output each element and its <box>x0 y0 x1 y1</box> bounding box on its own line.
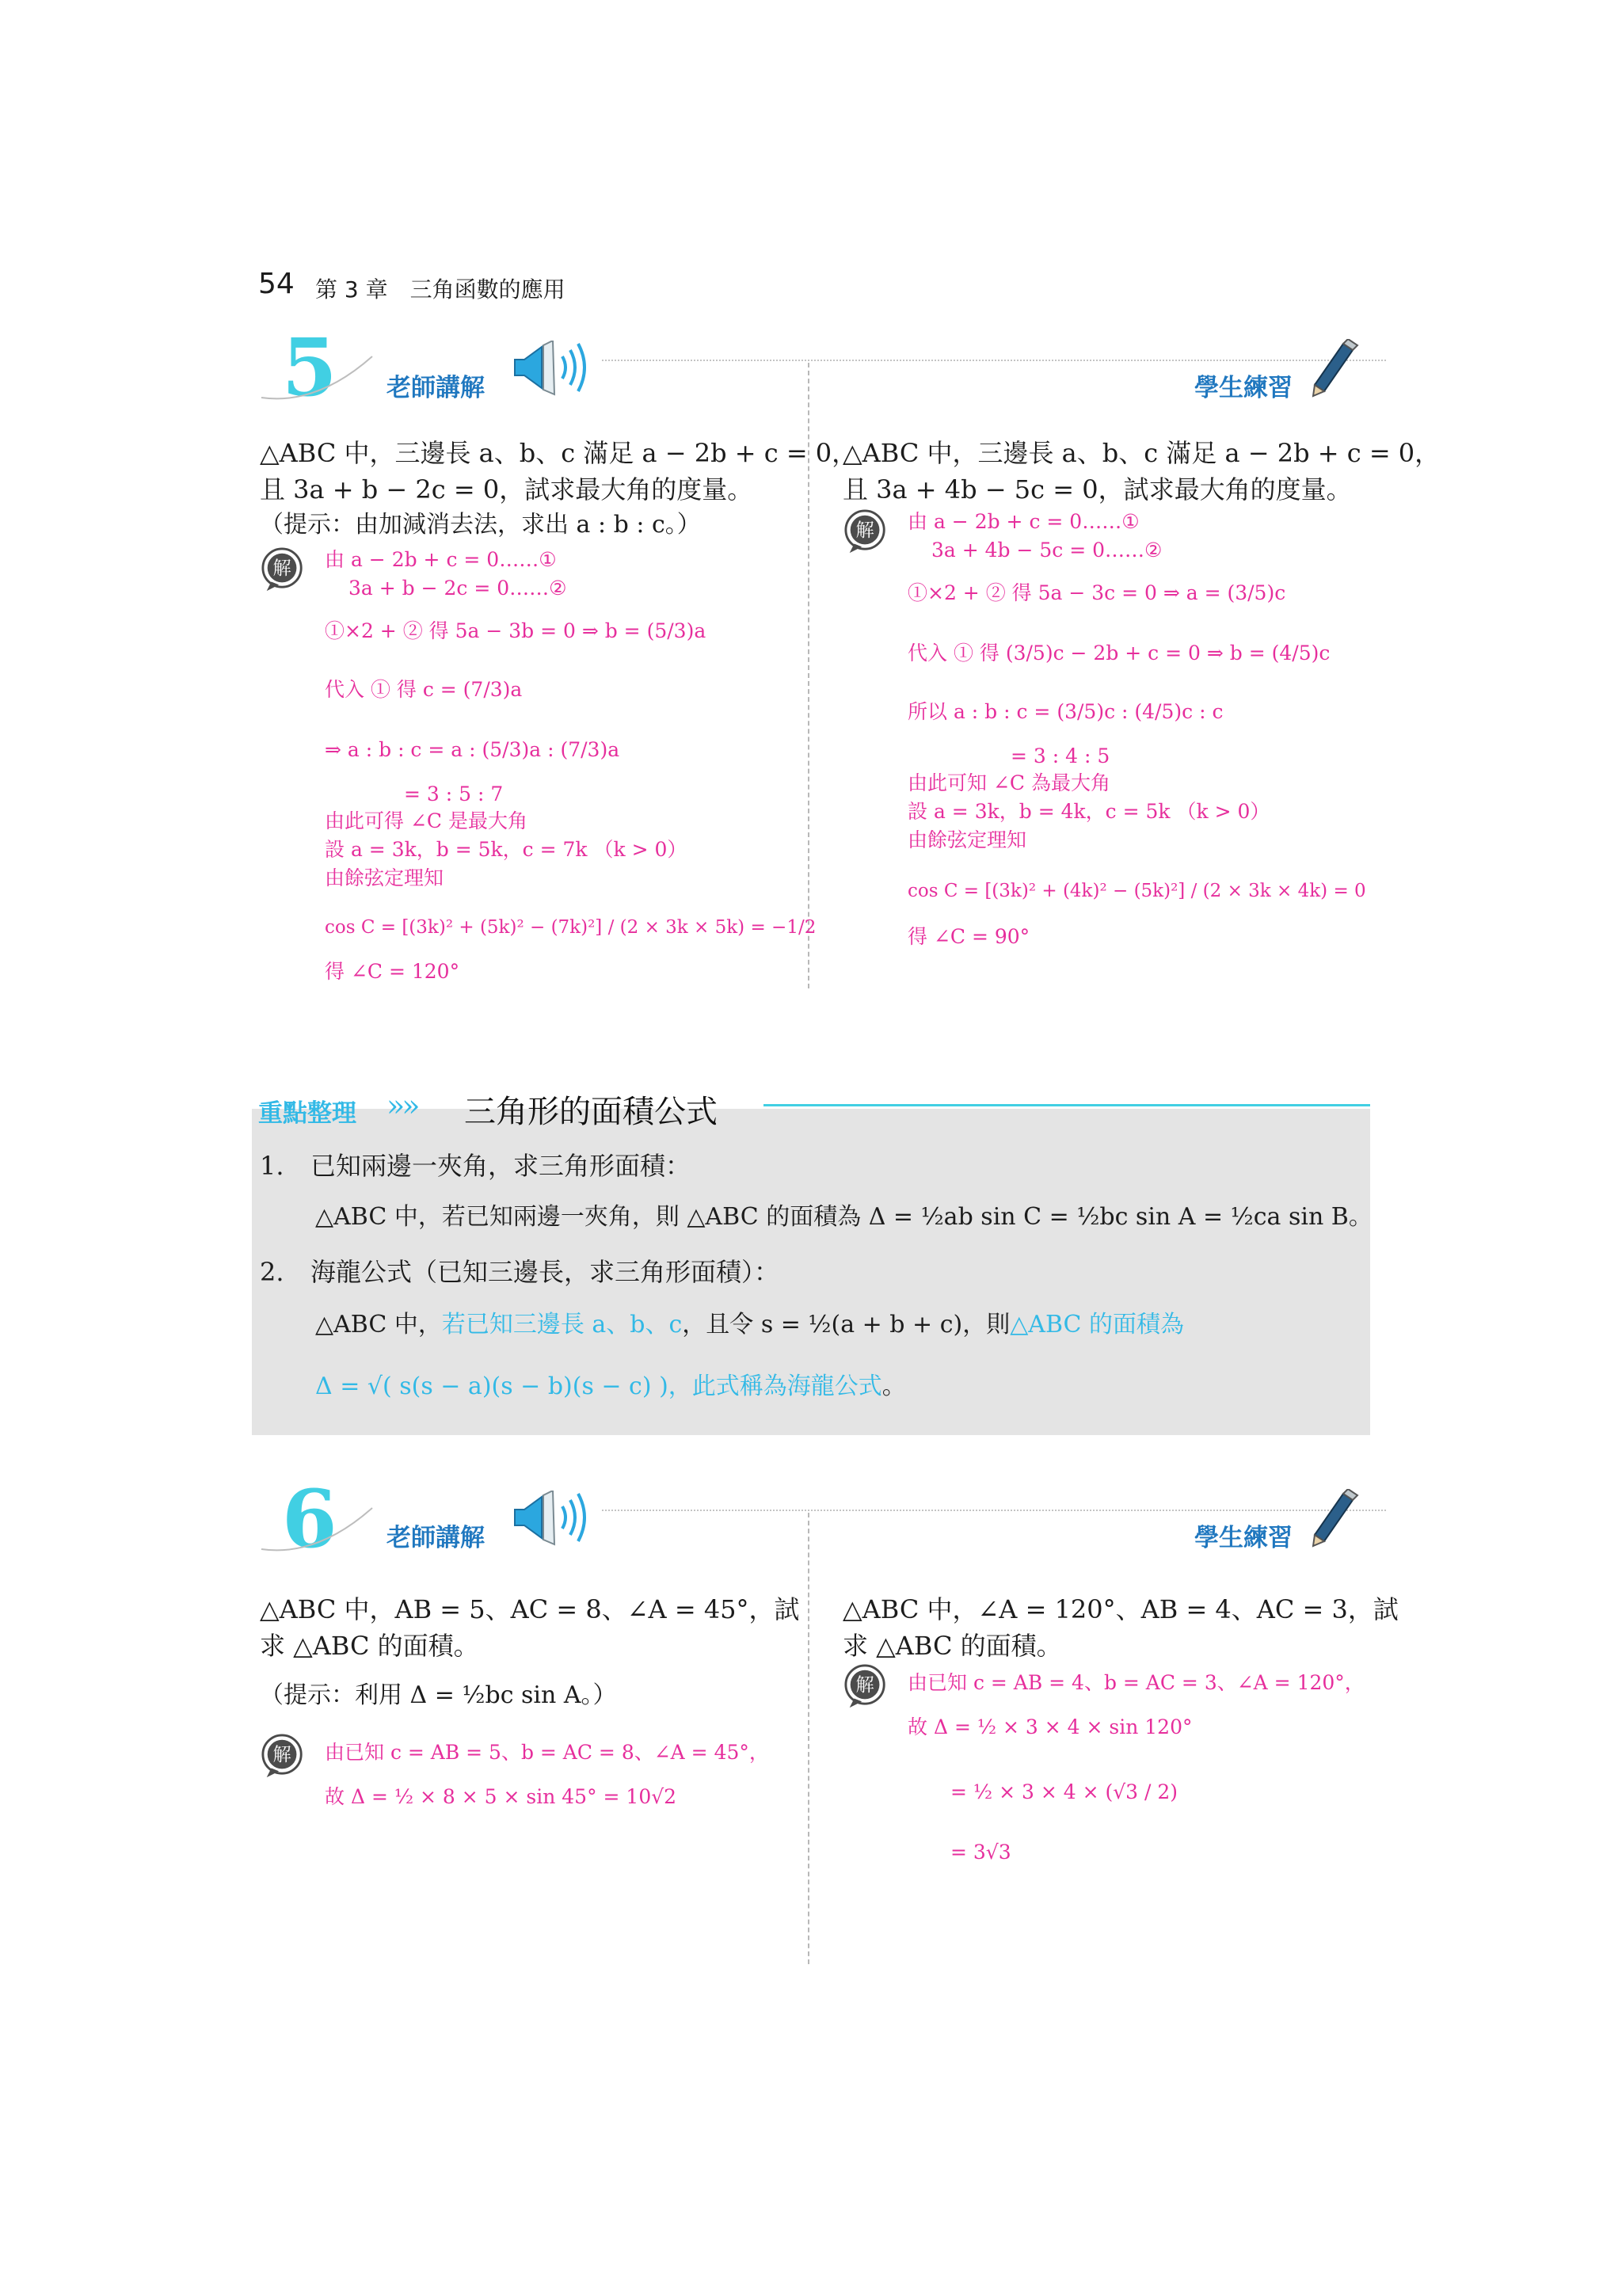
question-line: 且 3a + 4b − 5c = 0，試求最大角的度量。 <box>843 474 1352 505</box>
pencil-icon <box>1308 339 1364 399</box>
solution-line: ⇒ a : b : c = a : (5/3)a : (7/3)a <box>325 738 620 761</box>
item-title: 海龍公式（已知三邊長，求三角形面積）： <box>310 1257 780 1287</box>
area-formula: △ABC 中，若已知兩邊一夾角，則 △ABC 的面積為 Δ = ½ab sin C = ½bc sin A = ½ca sin B。 <box>315 1203 1373 1231</box>
section-divider <box>602 360 1386 361</box>
solution-line: ①×2 + ② 得 5a − 3c = 0 ⇒ a = (3/5)c <box>908 581 1286 604</box>
solution-badge-icon <box>260 1733 307 1779</box>
heron-text: 。 <box>881 1373 906 1400</box>
heron-highlight: △ABC 的面積為 <box>1010 1311 1185 1338</box>
solution-line: cos C = [(3k)² + (4k)² − (5k)²] / (2 × 3k × 4k) = 0 <box>908 881 1366 901</box>
solution-line: 所以 a : b : c = (3/5)c : (4/5)c : c <box>908 700 1224 723</box>
summary-title: 三角形的面積公式 <box>464 1094 718 1130</box>
badge-label: 解 <box>272 557 291 579</box>
summary-rule <box>763 1104 1370 1106</box>
example-number: 5 <box>282 321 337 414</box>
badge-label: 解 <box>855 519 874 541</box>
student-label: 學生練習 <box>1194 1524 1293 1552</box>
solution-line: = 3√3 <box>950 1841 1011 1864</box>
question-line: △ABC 中，∠A = 120°、AB = 4、AC = 3，試 <box>843 1594 1399 1624</box>
item-number: 2. <box>260 1257 284 1287</box>
solution-line: 設 a = 3k，b = 5k，c = 7k （k > 0） <box>325 838 687 861</box>
swoosh-decoration <box>253 1484 380 1563</box>
question-line: 求 △ABC 的面積。 <box>260 1631 479 1661</box>
solution-line: 故 Δ = ½ × 3 × 4 × sin 120° <box>908 1715 1193 1738</box>
teacher-label: 老師講解 <box>386 374 485 402</box>
solution-line: ①×2 + ② 得 5a − 3b = 0 ⇒ b = (5/3)a <box>325 619 706 642</box>
hint: （提示：利用 Δ = ½bc sin A。） <box>260 1681 617 1709</box>
solution-line: 由已知 c = AB = 5、b = AC = 8、∠A = 45°， <box>325 1741 769 1764</box>
summary-tag: 重點整理 <box>258 1099 356 1128</box>
solution-line: 由餘弦定理知 <box>908 828 1027 851</box>
solution-line: 3a + b − 2c = 0……② <box>348 577 567 600</box>
solution-line: cos C = [(3k)² + (5k)² − (7k)²] / (2 × 3k × 5k) = −1/2 <box>325 917 817 938</box>
student-label: 學生練習 <box>1194 374 1293 402</box>
hint: （提示：由加減消去法，求出 a : b : c。） <box>260 511 701 539</box>
solution-line: 由餘弦定理知 <box>325 866 444 889</box>
heron-text: △ABC 中， <box>315 1311 442 1338</box>
solution-badge-icon <box>260 546 307 592</box>
solution-line: 設 a = 3k，b = 4k，c = 5k （k > 0） <box>908 800 1270 823</box>
example-number: 6 <box>282 1472 337 1566</box>
heron-formula: Δ = √( s(s − a)(s − b)(s − c) ) <box>315 1373 668 1400</box>
double-chevron-icon: »» <box>386 1088 417 1123</box>
heron-line <box>315 1375 906 1399</box>
solution-badge-icon <box>843 1663 890 1709</box>
heron-highlight: ，此式稱為海龍公式 <box>668 1373 882 1400</box>
heron-line <box>315 1313 1184 1337</box>
question-line: 且 3a + b − 2c = 0，試求最大角的度量。 <box>260 474 753 505</box>
solution-line: 由此可知 ∠C 為最大角 <box>908 771 1110 794</box>
solution-line: 代入 ① 得 (3/5)c − 2b + c = 0 ⇒ b = (4/5)c <box>908 642 1331 664</box>
question-line: △ABC 中，AB = 5、AC = 8、∠A = 45°，試 <box>260 1594 800 1624</box>
solution-badge-icon <box>843 508 890 554</box>
solution-line: 得 ∠C = 90° <box>908 925 1030 948</box>
question-line: 求 △ABC 的面積。 <box>843 1631 1062 1661</box>
section-divider <box>602 1510 1386 1511</box>
megaphone-icon <box>507 1491 596 1548</box>
solution-line: 代入 ① 得 c = (7/3)a <box>325 678 523 701</box>
megaphone-icon <box>507 341 596 398</box>
solution-line: = 3 : 4 : 5 <box>1011 744 1110 767</box>
pencil-icon <box>1308 1489 1364 1549</box>
heron-highlight: 若已知三邊長 a、b、c <box>441 1311 683 1338</box>
chapter-title: 第 3 章 三角函數的應用 <box>315 276 565 303</box>
question-line: △ABC 中，三邊長 a、b、c 滿足 a − 2b + c = 0， <box>260 438 858 468</box>
solution-line: 得 ∠C = 120° <box>325 960 460 983</box>
swoosh-decoration <box>253 333 380 412</box>
solution-line: = 3 : 5 : 7 <box>404 782 504 805</box>
teacher-label: 老師講解 <box>386 1524 485 1552</box>
solution-line: 由 a − 2b + c = 0……① <box>908 510 1140 533</box>
solution-line: = ½ × 3 × 4 × (√3 / 2) <box>950 1780 1178 1803</box>
badge-label: 解 <box>855 1673 874 1696</box>
question-line: △ABC 中，三邊長 a、b、c 滿足 a − 2b + c = 0， <box>843 438 1441 468</box>
item-title: 已知兩邊一夾角，求三角形面積： <box>310 1151 691 1181</box>
solution-line: 由此可得 ∠C 是最大角 <box>325 809 527 832</box>
badge-label: 解 <box>272 1743 291 1765</box>
column-divider <box>808 1513 809 1964</box>
item-number: 1. <box>260 1151 284 1181</box>
page-number: 54 <box>258 268 295 300</box>
solution-line: 由 a − 2b + c = 0……① <box>325 548 557 571</box>
heron-text: ，且令 s = ½(a + b + c)，則 <box>682 1311 1011 1338</box>
solution-line: 故 Δ = ½ × 8 × 5 × sin 45° = 10√2 <box>325 1785 677 1808</box>
solution-line: 由已知 c = AB = 4、b = AC = 3、∠A = 120°， <box>908 1671 1365 1694</box>
solution-line: 3a + 4b − 5c = 0……② <box>931 539 1163 562</box>
